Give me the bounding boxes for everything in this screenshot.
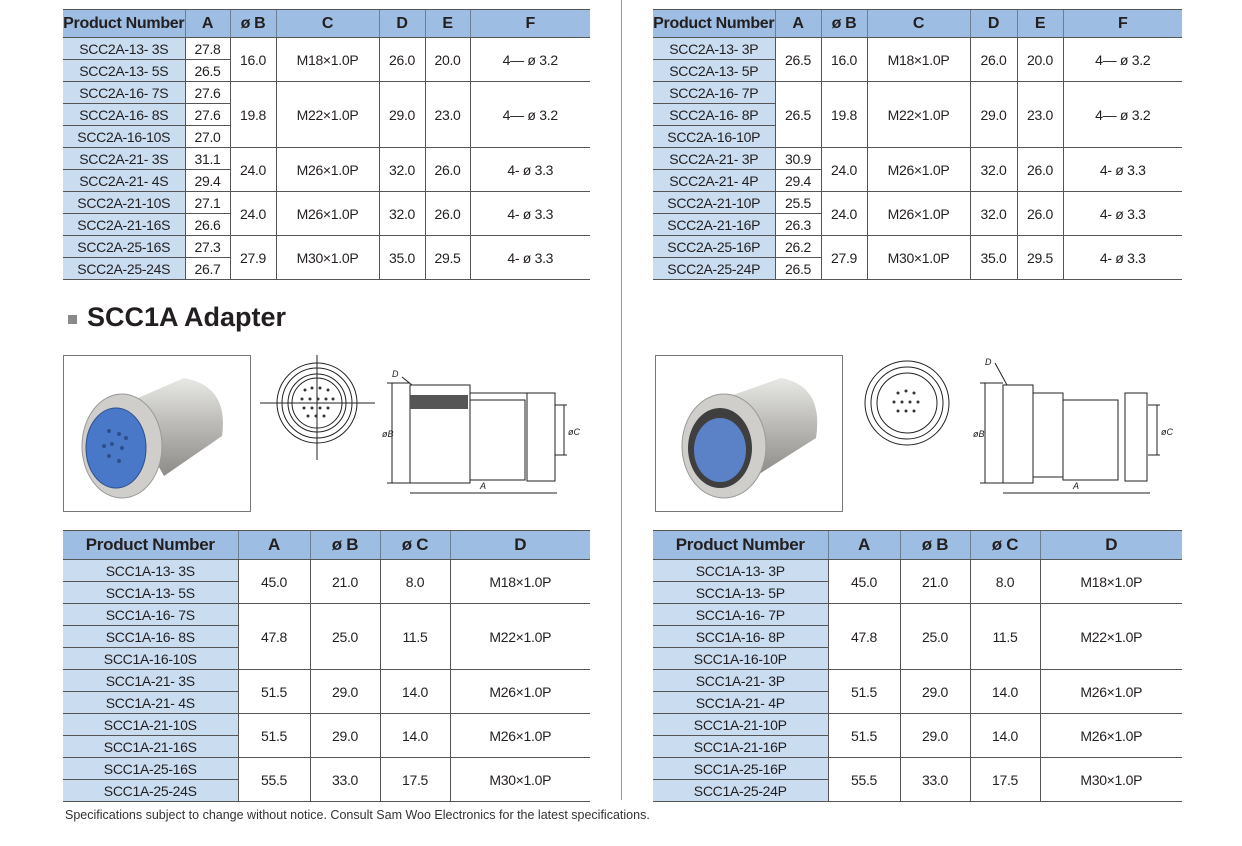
dimension-a-label: A: [480, 481, 487, 491]
product-number-cell: SCC2A-21-10S: [63, 192, 185, 214]
product-number-cell: SCC1A-21-10S: [63, 714, 238, 736]
dimension-c-label: øC: [568, 427, 580, 437]
product-number-cell: SCC1A-21- 3S: [63, 670, 238, 692]
f-cell: 4- ø 3.3: [470, 192, 590, 236]
d-cell: M26×1.0P: [450, 670, 590, 714]
column-header: ø B: [230, 10, 276, 38]
dimension-d-label: D: [392, 369, 399, 379]
product-number-cell: SCC1A-25-24S: [63, 780, 238, 802]
a-cell: 27.6: [185, 82, 230, 104]
e-cell: 29.5: [1017, 236, 1063, 280]
header-row: [653, 10, 1182, 38]
product-number-cell: SCC1A-16- 7P: [653, 604, 828, 626]
e-cell: 26.0: [425, 148, 470, 192]
d-cell: 32.0: [379, 148, 425, 192]
a-cell: 26.5: [775, 82, 821, 148]
column-header: C: [276, 10, 379, 38]
f-cell: 4— ø 3.2: [470, 38, 590, 82]
d-cell: 26.0: [970, 38, 1017, 82]
adapter-plug-photo: [655, 355, 843, 512]
table-row: [653, 192, 1182, 214]
c-cell: 11.5: [380, 604, 450, 670]
c-cell: M26×1.0P: [276, 192, 379, 236]
d-cell: M26×1.0P: [450, 714, 590, 758]
bullet-square-icon: [68, 315, 77, 324]
plug-front-view-drawing: [850, 355, 965, 480]
f-cell: 4— ø 3.2: [1063, 38, 1182, 82]
section-title-text: SCC1A Adapter: [87, 302, 287, 332]
column-header: D: [970, 10, 1017, 38]
header-row: [63, 531, 590, 560]
a-cell: 45.0: [238, 560, 310, 604]
a-cell: 45.0: [828, 560, 900, 604]
product-number-cell: SCC2A-13- 5P: [653, 60, 775, 82]
plug-side-view-drawing: [965, 355, 1180, 500]
c-cell: M26×1.0P: [867, 148, 970, 192]
d-cell: 32.0: [970, 148, 1017, 192]
table-row: [63, 758, 590, 780]
a-cell: 26.2: [775, 236, 821, 258]
product-number-cell: SCC1A-16- 8S: [63, 626, 238, 648]
column-header: ø C: [970, 531, 1040, 560]
dimension-a-label: A: [1073, 481, 1080, 491]
column-header: F: [470, 10, 590, 38]
a-cell: 51.5: [238, 714, 310, 758]
header-row: [653, 531, 1182, 560]
product-number-cell: SCC1A-25-16P: [653, 758, 828, 780]
d-cell: M30×1.0P: [1040, 758, 1182, 802]
f-cell: 4- ø 3.3: [1063, 236, 1182, 280]
product-number-cell: SCC1A-16- 8P: [653, 626, 828, 648]
b-cell: 16.0: [821, 38, 867, 82]
product-number-cell: SCC1A-21-16P: [653, 736, 828, 758]
product-number-cell: SCC1A-16-10S: [63, 648, 238, 670]
product-number-cell: SCC1A-13- 3S: [63, 560, 238, 582]
d-cell: 32.0: [379, 192, 425, 236]
a-cell: 29.4: [775, 170, 821, 192]
a-cell: 26.7: [185, 258, 230, 280]
adapter-front-view-drawing: [260, 355, 375, 480]
column-header: A: [775, 10, 821, 38]
product-number-cell: SCC2A-25-24P: [653, 258, 775, 280]
b-cell: 21.0: [900, 560, 970, 604]
table-row: [653, 670, 1182, 692]
c-cell: 14.0: [380, 714, 450, 758]
b-cell: 27.9: [230, 236, 276, 280]
table-row: [63, 670, 590, 692]
table-row: [653, 758, 1182, 780]
table-row: [653, 148, 1182, 170]
footer-note: Specifications subject to change without notice. Consult Sam Woo Electronics for the latest specifications.: [65, 808, 650, 822]
a-cell: 31.1: [185, 148, 230, 170]
c-cell: M26×1.0P: [276, 148, 379, 192]
product-number-cell: SCC1A-21-16S: [63, 736, 238, 758]
b-cell: 24.0: [230, 148, 276, 192]
product-number-cell: SCC1A-25-16S: [63, 758, 238, 780]
dimension-d-label: D: [985, 357, 992, 367]
f-cell: 4- ø 3.3: [1063, 148, 1182, 192]
table-row: [653, 604, 1182, 626]
b-cell: 33.0: [310, 758, 380, 802]
product-number-cell: SCC1A-21- 4S: [63, 692, 238, 714]
b-cell: 24.0: [821, 148, 867, 192]
d-cell: 29.0: [970, 82, 1017, 148]
d-cell: M18×1.0P: [450, 560, 590, 604]
a-cell: 26.3: [775, 214, 821, 236]
product-number-cell: SCC2A-16-10P: [653, 126, 775, 148]
dimension-b-label: øB: [973, 429, 985, 439]
column-header: ø C: [380, 531, 450, 560]
table-row: [63, 714, 590, 736]
scc2a-plug-spec-table: [653, 9, 1182, 280]
a-cell: 29.4: [185, 170, 230, 192]
product-number-cell: SCC1A-21- 4P: [653, 692, 828, 714]
column-header: E: [425, 10, 470, 38]
column-header: E: [1017, 10, 1063, 38]
a-cell: 55.5: [238, 758, 310, 802]
a-cell: 26.5: [775, 38, 821, 82]
e-cell: 20.0: [1017, 38, 1063, 82]
d-cell: M22×1.0P: [1040, 604, 1182, 670]
f-cell: 4— ø 3.2: [1063, 82, 1182, 148]
c-cell: 14.0: [970, 670, 1040, 714]
f-cell: 4- ø 3.3: [470, 236, 590, 280]
product-number-cell: SCC1A-13- 3P: [653, 560, 828, 582]
a-cell: 27.3: [185, 236, 230, 258]
scc1a-socket-spec-table: [63, 530, 590, 802]
column-header: ø B: [900, 531, 970, 560]
c-cell: M22×1.0P: [867, 82, 970, 148]
c-cell: 17.5: [970, 758, 1040, 802]
e-cell: 23.0: [1017, 82, 1063, 148]
product-number-cell: SCC1A-21-10P: [653, 714, 828, 736]
table-row: [653, 714, 1182, 736]
c-cell: 14.0: [970, 714, 1040, 758]
section-title: [68, 302, 286, 333]
e-cell: 20.0: [425, 38, 470, 82]
product-number-cell: SCC2A-13- 3S: [63, 38, 185, 60]
a-cell: 27.0: [185, 126, 230, 148]
d-cell: M26×1.0P: [1040, 714, 1182, 758]
f-cell: 4- ø 3.3: [470, 148, 590, 192]
b-cell: 29.0: [310, 670, 380, 714]
header-row: [63, 10, 590, 38]
product-number-cell: SCC2A-21- 3S: [63, 148, 185, 170]
b-cell: 33.0: [900, 758, 970, 802]
b-cell: 19.8: [230, 82, 276, 148]
product-number-cell: SCC1A-25-24P: [653, 780, 828, 802]
product-number-cell: SCC2A-21- 3P: [653, 148, 775, 170]
column-header: D: [450, 531, 590, 560]
column-header: Product Number: [63, 531, 238, 560]
table-row: [653, 236, 1182, 258]
c-cell: M30×1.0P: [867, 236, 970, 280]
f-cell: 4— ø 3.2: [470, 82, 590, 148]
column-header: ø B: [310, 531, 380, 560]
a-cell: 25.5: [775, 192, 821, 214]
b-cell: 24.0: [821, 192, 867, 236]
product-number-cell: SCC2A-16-10S: [63, 126, 185, 148]
a-cell: 30.9: [775, 148, 821, 170]
a-cell: 51.5: [238, 670, 310, 714]
e-cell: 26.0: [425, 192, 470, 236]
adapter-socket-photo: [63, 355, 251, 512]
a-cell: 26.5: [775, 258, 821, 280]
c-cell: M26×1.0P: [867, 192, 970, 236]
b-cell: 25.0: [310, 604, 380, 670]
product-number-cell: SCC2A-21-16S: [63, 214, 185, 236]
a-cell: 55.5: [828, 758, 900, 802]
c-cell: 14.0: [380, 670, 450, 714]
b-cell: 24.0: [230, 192, 276, 236]
column-header: D: [1040, 531, 1182, 560]
e-cell: 29.5: [425, 236, 470, 280]
d-cell: 32.0: [970, 192, 1017, 236]
d-cell: M22×1.0P: [450, 604, 590, 670]
product-number-cell: SCC2A-16- 7S: [63, 82, 185, 104]
d-cell: 35.0: [970, 236, 1017, 280]
scc2a-socket-spec-table: [63, 9, 590, 280]
column-header: F: [1063, 10, 1182, 38]
dimension-b-label: øB: [382, 429, 394, 439]
b-cell: 25.0: [900, 604, 970, 670]
c-cell: M22×1.0P: [276, 82, 379, 148]
product-number-cell: SCC2A-25-16P: [653, 236, 775, 258]
d-cell: 35.0: [379, 236, 425, 280]
column-header: Product Number: [63, 10, 185, 38]
a-cell: 27.1: [185, 192, 230, 214]
c-cell: M18×1.0P: [276, 38, 379, 82]
table-row: [63, 38, 590, 60]
table-row: [63, 236, 590, 258]
b-cell: 21.0: [310, 560, 380, 604]
product-number-cell: SCC1A-16-10P: [653, 648, 828, 670]
c-cell: 11.5: [970, 604, 1040, 670]
table-row: [653, 38, 1182, 60]
table-row: [653, 560, 1182, 582]
e-cell: 26.0: [1017, 148, 1063, 192]
column-header: A: [238, 531, 310, 560]
d-cell: M26×1.0P: [1040, 670, 1182, 714]
product-number-cell: SCC2A-13- 3P: [653, 38, 775, 60]
b-cell: 27.9: [821, 236, 867, 280]
table-row: [63, 560, 590, 582]
table-row: [63, 604, 590, 626]
c-cell: M30×1.0P: [276, 236, 379, 280]
d-cell: M30×1.0P: [450, 758, 590, 802]
c-cell: 8.0: [380, 560, 450, 604]
product-number-cell: SCC2A-16- 7P: [653, 82, 775, 104]
e-cell: 26.0: [1017, 192, 1063, 236]
product-number-cell: SCC2A-25-24S: [63, 258, 185, 280]
d-cell: M18×1.0P: [1040, 560, 1182, 604]
dimension-c-label: øC: [1161, 427, 1173, 437]
column-header: Product Number: [653, 531, 828, 560]
c-cell: M18×1.0P: [867, 38, 970, 82]
b-cell: 19.8: [821, 82, 867, 148]
a-cell: 51.5: [828, 714, 900, 758]
c-cell: 8.0: [970, 560, 1040, 604]
a-cell: 27.6: [185, 104, 230, 126]
product-number-cell: SCC1A-13- 5S: [63, 582, 238, 604]
a-cell: 27.8: [185, 38, 230, 60]
product-number-cell: SCC1A-16- 7S: [63, 604, 238, 626]
product-number-cell: SCC2A-21-10P: [653, 192, 775, 214]
a-cell: 47.8: [238, 604, 310, 670]
table-row: [63, 82, 590, 104]
column-header: A: [185, 10, 230, 38]
column-header: C: [867, 10, 970, 38]
adapter-side-view-drawing: [372, 355, 587, 500]
product-number-cell: SCC1A-13- 5P: [653, 582, 828, 604]
a-cell: 47.8: [828, 604, 900, 670]
a-cell: 26.6: [185, 214, 230, 236]
f-cell: 4- ø 3.3: [1063, 192, 1182, 236]
column-header: A: [828, 531, 900, 560]
table-row: [63, 192, 590, 214]
table-row: [63, 148, 590, 170]
product-number-cell: SCC2A-21- 4P: [653, 170, 775, 192]
b-cell: 16.0: [230, 38, 276, 82]
product-number-cell: SCC2A-16- 8P: [653, 104, 775, 126]
page-divider: [621, 0, 622, 800]
product-number-cell: SCC2A-21-16P: [653, 214, 775, 236]
column-header: D: [379, 10, 425, 38]
product-number-cell: SCC2A-21- 4S: [63, 170, 185, 192]
a-cell: 26.5: [185, 60, 230, 82]
scc1a-plug-spec-table: [653, 530, 1182, 802]
b-cell: 29.0: [900, 714, 970, 758]
product-number-cell: SCC2A-13- 5S: [63, 60, 185, 82]
b-cell: 29.0: [900, 670, 970, 714]
c-cell: 17.5: [380, 758, 450, 802]
table-row: [653, 82, 1182, 104]
product-number-cell: SCC2A-25-16S: [63, 236, 185, 258]
product-number-cell: SCC1A-21- 3P: [653, 670, 828, 692]
b-cell: 29.0: [310, 714, 380, 758]
e-cell: 23.0: [425, 82, 470, 148]
d-cell: 29.0: [379, 82, 425, 148]
column-header: ø B: [821, 10, 867, 38]
d-cell: 26.0: [379, 38, 425, 82]
a-cell: 51.5: [828, 670, 900, 714]
column-header: Product Number: [653, 10, 775, 38]
product-number-cell: SCC2A-16- 8S: [63, 104, 185, 126]
